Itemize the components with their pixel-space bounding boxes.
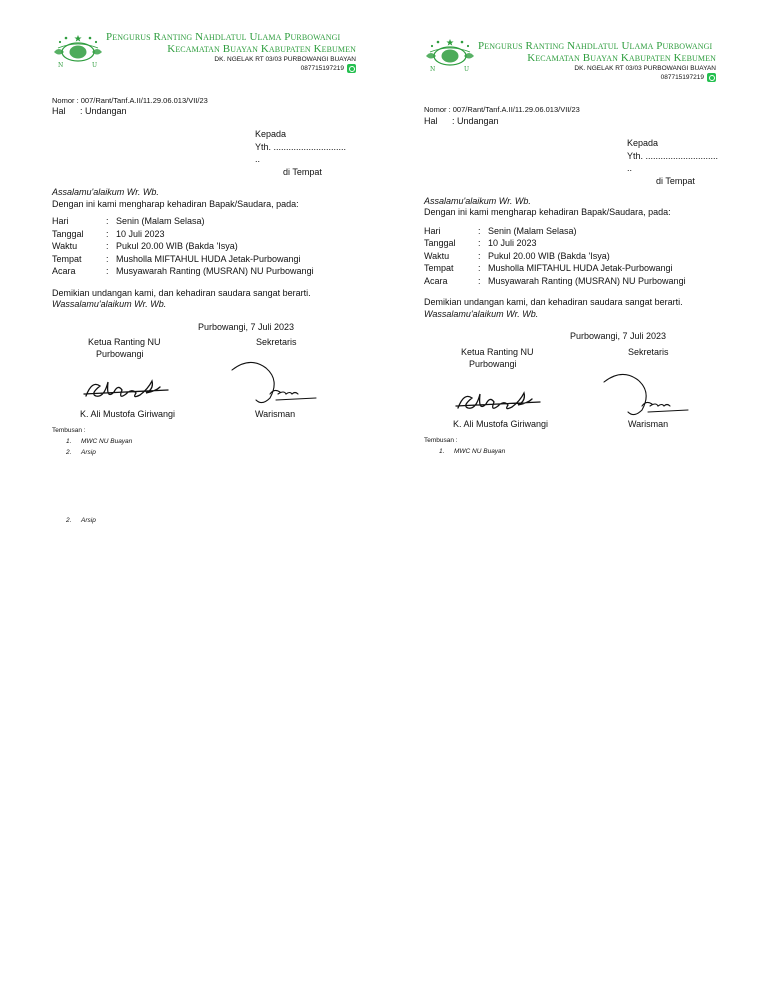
tembusan-label: Tembusan : <box>424 437 458 444</box>
detail-row-tanggal: Tanggal : 10 Juli 2023 <box>52 229 165 239</box>
recipient-kepada: Kepada <box>255 129 287 139</box>
org-phone: 087715197219 <box>301 65 356 72</box>
detail-row-waktu: Waktu : Pukul 20.00 WIB (Bakda 'Isya) <box>424 251 610 261</box>
intro-text: Dengan ini kami mengharap kehadiran Bapak/Saudara, pada: <box>424 207 671 217</box>
sekretaris-title: Sekretaris <box>628 347 669 357</box>
svg-text:U: U <box>464 66 470 73</box>
org-address: DK. NGELAK RT 03/03 PURBOWANGI BUAYAN <box>214 56 356 63</box>
closing-text: Demikian undangan kami, dan kehadiran saudara sangat berarti. <box>52 288 311 298</box>
recipient-di-tempat: di Tempat <box>656 176 695 186</box>
svg-text:U: U <box>92 62 98 69</box>
ketua-name: K. Ali Mustofa Giriwangi <box>453 419 549 429</box>
ketua-title: Ketua Ranting NU <box>88 337 161 347</box>
ketua-place: Purbowangi <box>469 359 517 369</box>
recipient-yth: Yth. ............................. <box>255 142 347 152</box>
ketua-place: Purbowangi <box>96 349 144 359</box>
letter-subject: Hal : Undangan <box>52 106 127 116</box>
recipient-kepada: Kepada <box>627 138 659 148</box>
whatsapp-icon <box>347 64 356 73</box>
invitation-letter-right <box>372 0 756 986</box>
whatsapp-icon <box>707 73 716 82</box>
intro-text: Dengan ini kami mengharap kehadiran Bapak/Saudara, pada: <box>52 199 299 209</box>
org-name-line1: Pengurus Ranting Nahdlatul Ulama Purbowangi <box>106 31 341 43</box>
detail-row-tempat: Tempat : Musholla MIFTAHUL HUDA Jetak-Purbowangi <box>52 254 301 264</box>
ketua-title: Ketua Ranting NU <box>461 347 534 357</box>
svg-text:N: N <box>58 62 64 69</box>
greeting-salam: Assalamu'alaikum Wr. Wb. <box>424 196 531 206</box>
detail-row-tanggal: Tanggal : 10 Juli 2023 <box>424 238 537 248</box>
org-address: DK. NGELAK RT 03/03 PURBOWANGI BUAYAN <box>574 65 716 72</box>
recipient-di-tempat: di Tempat <box>283 167 322 177</box>
detail-row-hari: Hari : Senin (Malam Selasa) <box>52 216 205 226</box>
sekretaris-signature <box>596 368 692 420</box>
letter-subject: Hal : Undangan <box>424 116 499 126</box>
sekretaris-title: Sekretaris <box>256 337 297 347</box>
tembusan-item: 2. Arsip <box>66 449 96 456</box>
sekretaris-name: Warisman <box>628 419 669 429</box>
detail-row-waktu: Waktu : Pukul 20.00 WIB (Bakda 'Isya) <box>52 241 238 251</box>
nu-logo-icon <box>424 38 476 74</box>
svg-text:N: N <box>430 66 436 73</box>
tembusan-item: 1. MWC NU Buayan <box>66 438 133 445</box>
letter-number: Nomor : 007/Rant/Tanf.A.II/11.29.06.013/VII/23 <box>52 96 208 105</box>
org-name-line2: Kecamatan Buayan Kabupaten Kebumen <box>167 43 356 55</box>
letter-number: Nomor : 007/Rant/Tanf.A.II/11.29.06.013/VII/23 <box>424 105 580 114</box>
org-name-line1: Pengurus Ranting Nahdlatul Ulama Purbowangi <box>478 40 713 52</box>
place-date: Purbowangi, 7 Juli 2023 <box>198 322 295 332</box>
greeting-salam: Assalamu'alaikum Wr. Wb. <box>52 187 159 197</box>
place-date: Purbowangi, 7 Juli 2023 <box>570 331 667 341</box>
ketua-name: K. Ali Mustofa Giriwangi <box>80 409 176 419</box>
closing-text: Demikian undangan kami, dan kehadiran saudara sangat berarti. <box>424 297 683 307</box>
detail-row-tempat: Tempat : Musholla MIFTAHUL HUDA Jetak-Purbowangi <box>424 263 673 273</box>
detail-row-acara: Acara : Musyawarah Ranting (MUSRAN) NU Purbowangi <box>424 276 686 286</box>
closing-wassalam: Wassalamu'alaikum Wr. Wb. <box>52 299 167 309</box>
tembusan-item: 1. MWC NU Buayan <box>439 448 506 455</box>
detail-row-acara: Acara : Musyawarah Ranting (MUSRAN) NU Purbowangi <box>52 266 314 276</box>
recipient-dots: .. <box>627 163 633 173</box>
tembusan-label: Tembusan : <box>52 427 86 434</box>
ketua-signature <box>454 382 544 418</box>
sekretaris-name: Warisman <box>255 409 296 419</box>
nu-logo-icon <box>52 34 104 70</box>
ketua-signature <box>82 370 172 406</box>
org-name-line2: Kecamatan Buayan Kabupaten Kebumen <box>527 52 716 64</box>
tembusan-item-overflow: 2. Arsip <box>66 517 96 524</box>
recipient-yth: Yth. ............................. <box>627 151 719 161</box>
sekretaris-signature <box>224 356 320 408</box>
closing-wassalam: Wassalamu'alaikum Wr. Wb. <box>424 309 539 319</box>
recipient-dots: .. <box>255 154 261 164</box>
detail-row-hari: Hari : Senin (Malam Selasa) <box>424 226 577 236</box>
org-phone: 087715197219 <box>661 74 716 81</box>
